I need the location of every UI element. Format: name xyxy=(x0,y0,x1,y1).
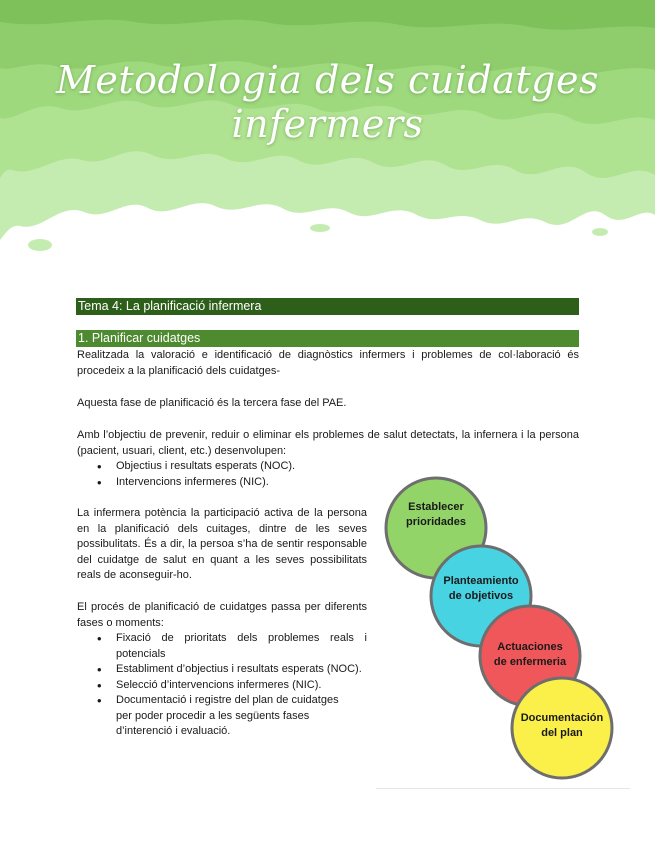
document-title: Metodologia dels cuidatges infermers xyxy=(55,58,599,146)
list-item: • Establiment d’objectius i resultats esperats (NOC). xyxy=(77,662,367,678)
paragraph-objective: Amb l’objectiu de prevenir, reduir o eliminar els problemes de salut detectats, la infernera i la persona (pacient, usuari, client, etc.) desenvolupen: xyxy=(77,429,579,457)
paragraph-intro: Realitzada la valoració e identificació de diagnòstics infermers i problemes de col·laboració és procedeix a la planificació dels cuidatges- xyxy=(77,349,579,377)
list-item: • Intervencions infermeres (NIC). xyxy=(77,475,377,491)
paragraph-process: El procés de planificació de cuidatges passa per diferents fases o moments: xyxy=(77,601,367,629)
list-item: • Selecció d’intervencions infermeres (NIC). xyxy=(77,678,367,694)
list-item: • Objectius i resultats esperats (NOC). xyxy=(77,459,377,475)
diagram-divider xyxy=(376,788,630,789)
list-item: • Documentació i registre del plan de cuidatges per poder procedir a les següents fases d’interenció i evaluació. xyxy=(77,693,367,740)
section-heading-bar: 1. Planificar cuidatges xyxy=(76,330,579,347)
step-label-priorities: Establecer prioridades xyxy=(406,501,466,528)
topic-heading-bar: Tema 4: La planificació infermera xyxy=(76,298,579,315)
bullet-list-outcomes xyxy=(77,459,377,490)
planning-steps-diagram xyxy=(380,470,630,790)
paragraph-phase: Aquesta fase de planificació és la tercera fase del PAE. xyxy=(77,397,347,409)
bullet-list-phases xyxy=(77,631,367,740)
step-label-actions: Actuaciones de enfermeria xyxy=(493,641,567,668)
step-label-objectives: Planteamiento de objetivos xyxy=(443,575,519,602)
paragraph-participation: La infermera potència la participació activa de la persona en la planificació dels cuitages, dintre de les seves possibulitats. És a dir, la persoa s’ha de sentir responsable del cuidatge de salut en quant a les seves possibilitats reals de aconseguir-ho. xyxy=(77,507,367,581)
list-item: • Fixació de prioritats dels problemes reals i potencials xyxy=(77,631,367,662)
step-label-documentation: Documentación del plan xyxy=(520,712,604,739)
